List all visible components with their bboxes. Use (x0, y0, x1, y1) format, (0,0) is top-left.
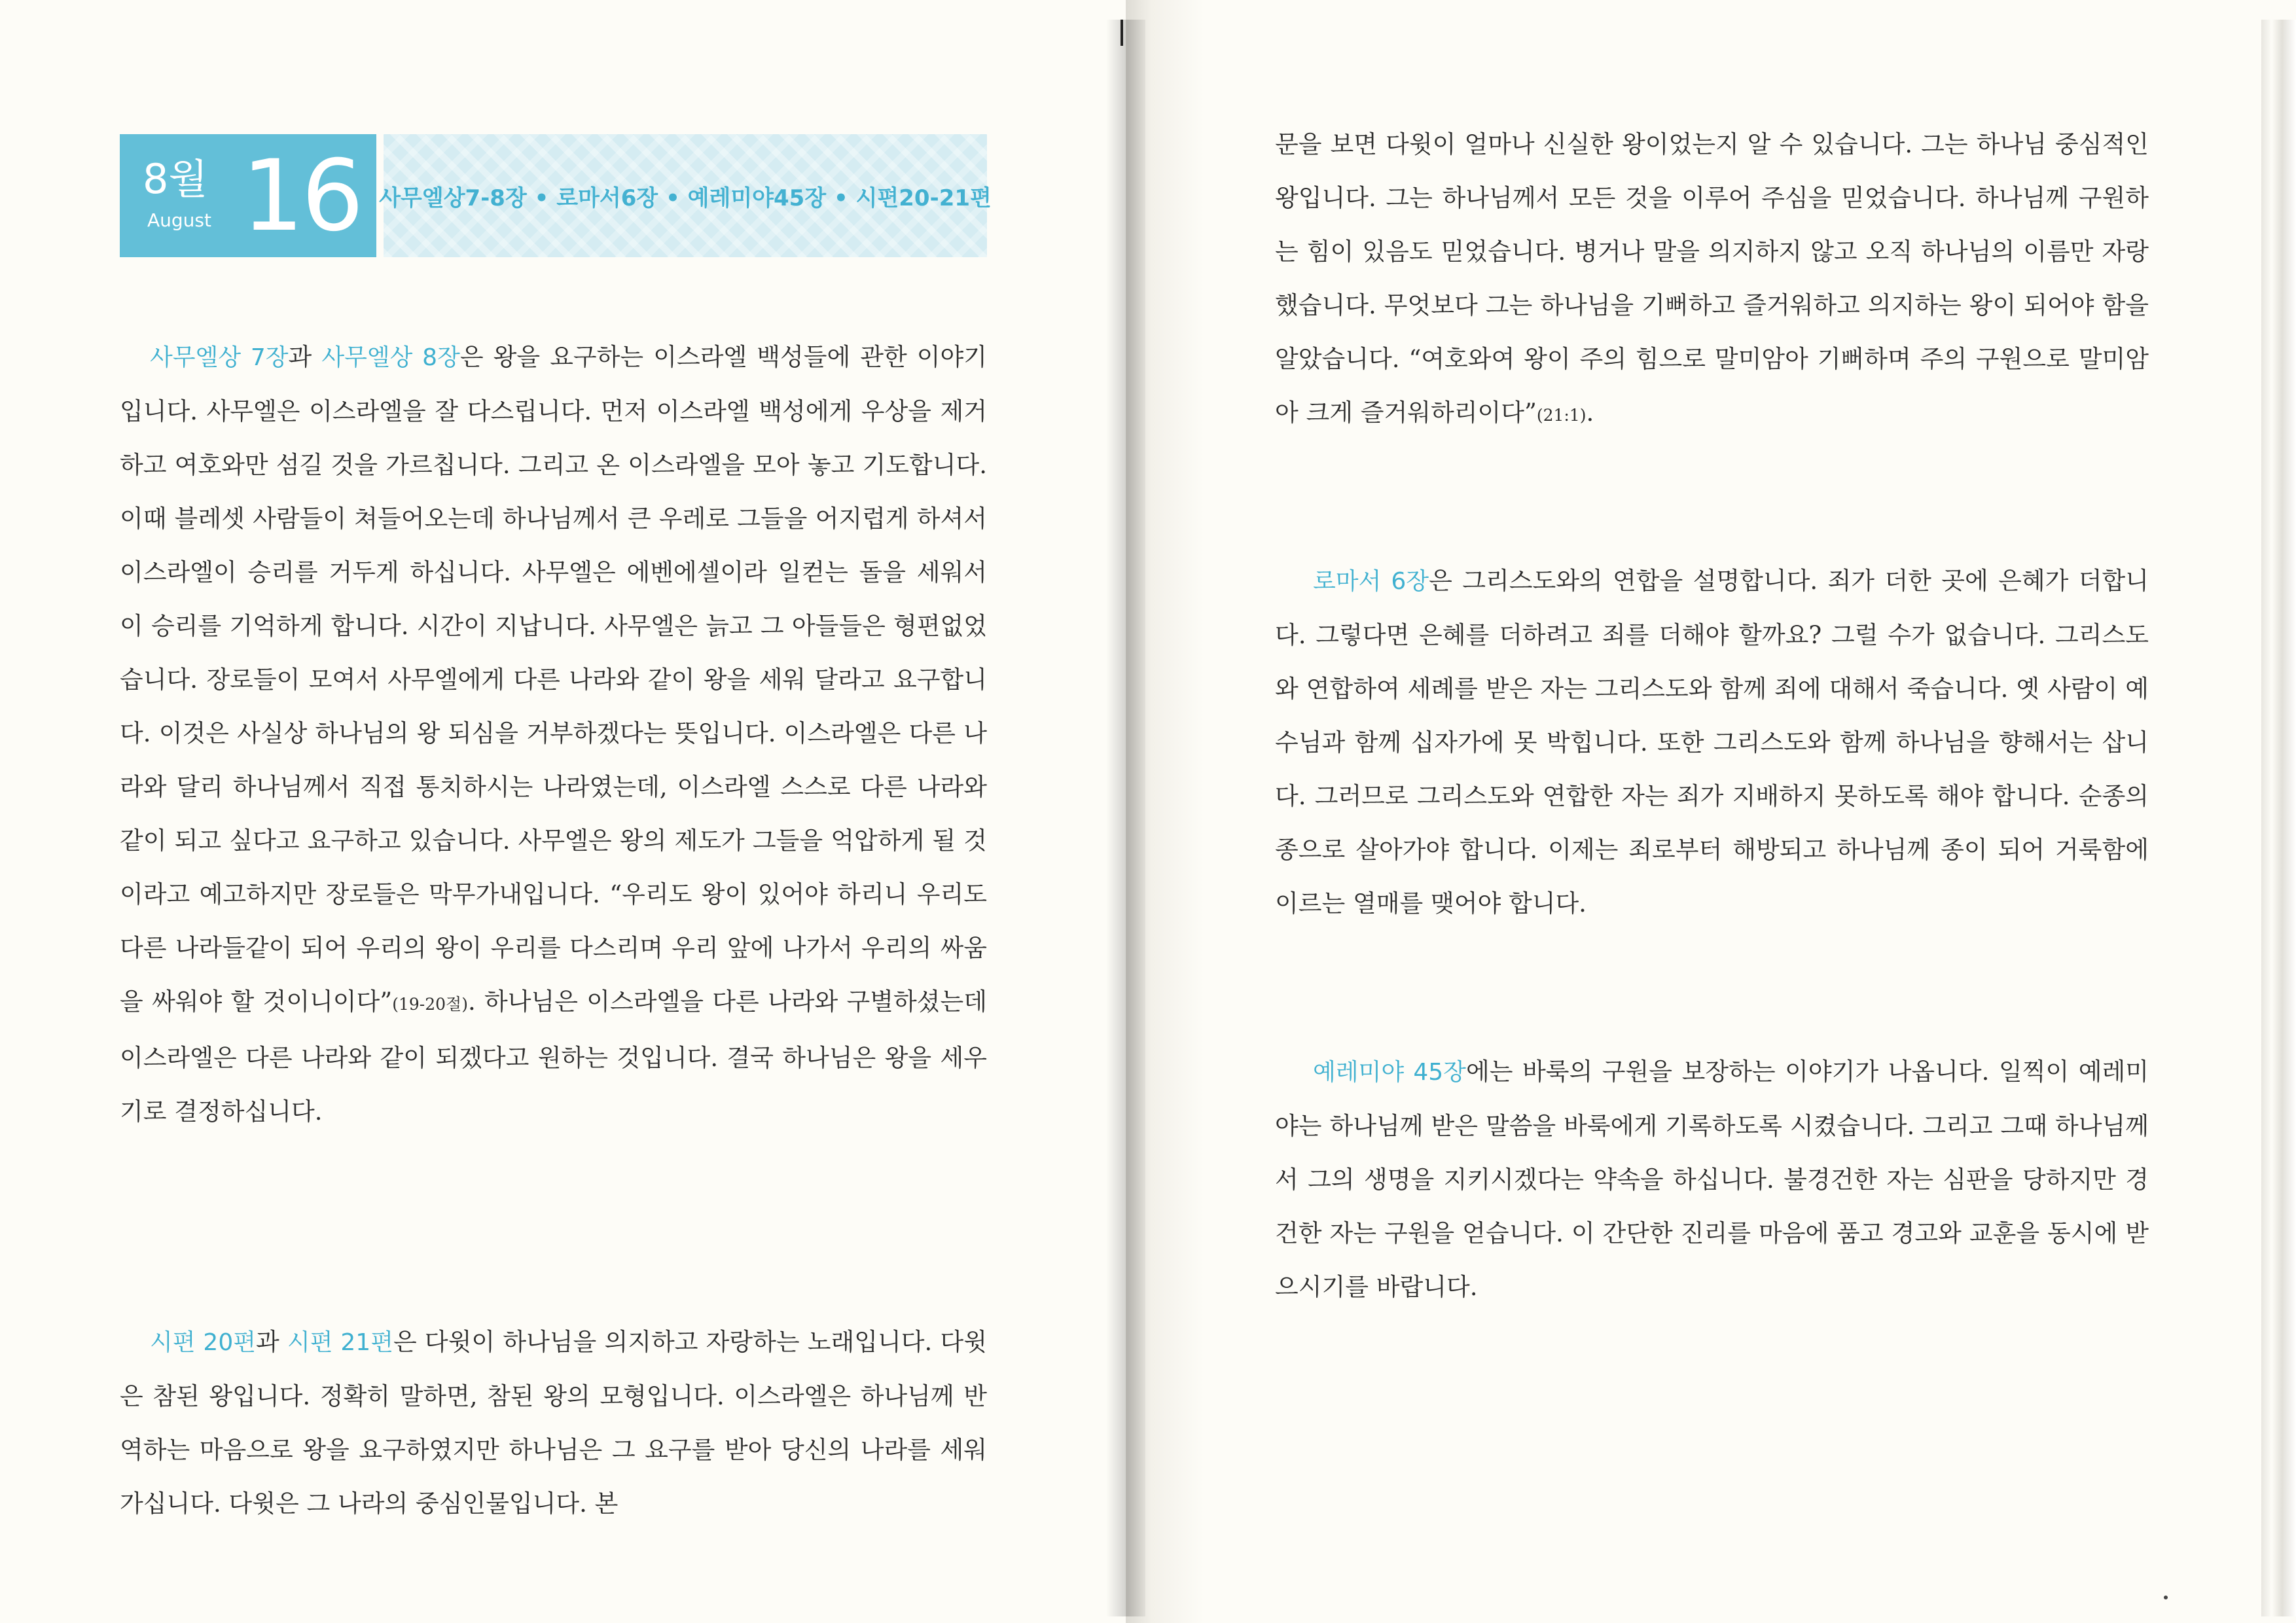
paragraph-text: . (1586, 399, 1594, 427)
paragraph-text: 은 왕을 요구하는 이스라엘 백성들에 관한 이야기입니다. 사무엘은 이스라엘을 잘 다스립니다. 먼저 이스라엘 백성에게 우상을 제거하고 여호와만 섬길 것을 가르칩니다. 그리고 온 이스라엘을 모아 놓고 기도합니다. 이때 블레셋 사람들이 쳐들어오는데 하나님께서 큰 우레로 그들을 어지럽게 하셔서 이스라엘이 승리를 거두게 하십니다. 사무엘은 에벤에셀이라 일컫는 돌을 세워서 이 승리를 기억하게 합니다. 시간이 지납니다. 사무엘은 늙고 그 아들들은 형편없었습니다. 장로들이 모여서 사무엘에게 다른 나라와 같이 왕을 세워 달라고 요구합니다. 이것은 사실상 하나님의 왕 되심을 거부하겠다는 뜻입니다. 이스라엘은 다른 나라와 달리 하나님께서 직접 통치하시는 나라였는데, 이스라엘 스스로 다른 나라와 같이 되고 싶다고 요구하고 있습니다. 사무엘은 왕의 제도가 그들을 억압하게 될 것이라고 예고하지만 장로들은 막무가내입니다. “우리도 왕이 있어야 하리니 우리도 다른 나라들같이 되어 우리의 왕이 우리를 다스리며 우리 앞에 나가서 우리의 싸움을 싸워야 할 것이니이다” (120, 343, 988, 1016)
highlight-reference: 예레미야 45장 (1313, 1059, 1466, 1086)
paragraph-text: 은 그리스도와의 연합을 설명합니다. 죄가 더한 곳에 은혜가 더합니다. 그렇다면 은혜를 더하려고 죄를 더해야 할까요? 그럴 수가 없습니다. 그리스도와 연합하여 세례를 받은 자는 그리스도와 함께 죄에 대해서 죽습니다. 옛 사람이 예수님과 함께 십자가에 못 박힙니다. 또한 그리스도와 함께 하나님을 향해서는 삽니다. 그러므로 그리스도와 연합한 자는 죄가 지배하지 못하도록 해야 합니다. 순종의 종으로 살아가야 합니다. 이제는 죄로부터 해방되고 하나님께 종이 되어 거룩함에 이르는 열매를 맺어야 합니다. (1275, 567, 2149, 918)
paragraph-romans (1275, 554, 2149, 931)
date-month: 8월 (143, 155, 208, 203)
paragraph-text: 과 (256, 1328, 287, 1356)
paragraph-text: 은 다윗이 하나님을 의지하고 자랑하는 노래입니다. 다윗은 참된 왕입니다. 정확히 말하면, 참된 왕의 모형입니다. 이스라엘은 하나님께 반역하는 마음으로 왕을 요구하였지만 하나님은 그 요구를 받아 당신의 나라를 세워 가십니다. 다윗은 그 나라의 중심인물입니다. 본 (120, 1328, 987, 1518)
paragraph-jeremiah (1275, 1045, 2149, 1314)
date-month-english: August (147, 209, 211, 231)
paragraph-samuel (120, 330, 987, 1139)
readings-banner (379, 134, 992, 257)
highlight-reference: 시편 20편 (150, 1329, 257, 1356)
highlight-reference: 사무엘상 8장 (321, 344, 460, 371)
verse-reference: (21:1) (1536, 406, 1587, 425)
paragraph-text: 과 (288, 343, 322, 371)
readings-list: 사무엘상7-8장 • 로마서6장 • 예레미야45장 • 시편20-21편 (379, 185, 992, 211)
paragraph-text: 문을 보면 다윗이 얼마나 신실한 왕이었는지 알 수 있습니다. 그는 하나님 중심적인 왕입니다. 그는 하나님께서 모든 것을 이루어 주심을 믿었습니다. 하나님께 구원하는 힘이 있음도 믿었습니다. 병거나 말을 의지하지 않고 오직 하나님의 이름만 자랑했습니다. 무엇보다 그는 하나님을 기뻐하고 즐거워하고 의지하는 왕이 되어야 함을 알았습니다. “여호와여 왕이 주의 힘으로 말미암아 기뻐하며 주의 구원으로 말미암아 크게 즐거워하리이다” (1275, 130, 2149, 427)
spine-mark (1121, 20, 1123, 46)
paragraph-text: 에는 바룩의 구원을 보장하는 이야기가 나옵니다. 일찍이 예레미야는 하나님께 받은 말씀을 바룩에게 기록하도록 시켰습니다. 그리고 그때 하나님께서 그의 생명을 지키시겠다는 약속을 하십니다. 불경건한 자는 심판을 당하지만 경건한 자는 구원을 얻습니다. 이 간단한 진리를 마음에 품고 경고와 교훈을 동시에 받으시기를 바랍니다. (1275, 1058, 2149, 1301)
paragraph-psalms (120, 1315, 987, 1531)
highlight-reference: 로마서 6장 (1313, 568, 1429, 595)
book-gutter (1106, 20, 1145, 1616)
date-day: 16 (242, 139, 361, 253)
highlight-reference: 사무엘상 7장 (150, 344, 289, 371)
paragraph-psalms-continued (1275, 118, 2149, 442)
page-edge (2261, 20, 2296, 1616)
highlight-reference: 시편 21편 (287, 1329, 393, 1356)
date-badge (120, 134, 376, 257)
verse-reference: (19-20절) (392, 995, 468, 1014)
paragraph-text: . 하나님은 이스라엘을 다른 나라와 구별하셨는데 이스라엘은 다른 나라와 같이 되겠다고 원하는 것입니다. 결국 하나님은 왕을 세우기로 결정하십니다. (120, 988, 988, 1126)
page-speck (2164, 1596, 2168, 1599)
